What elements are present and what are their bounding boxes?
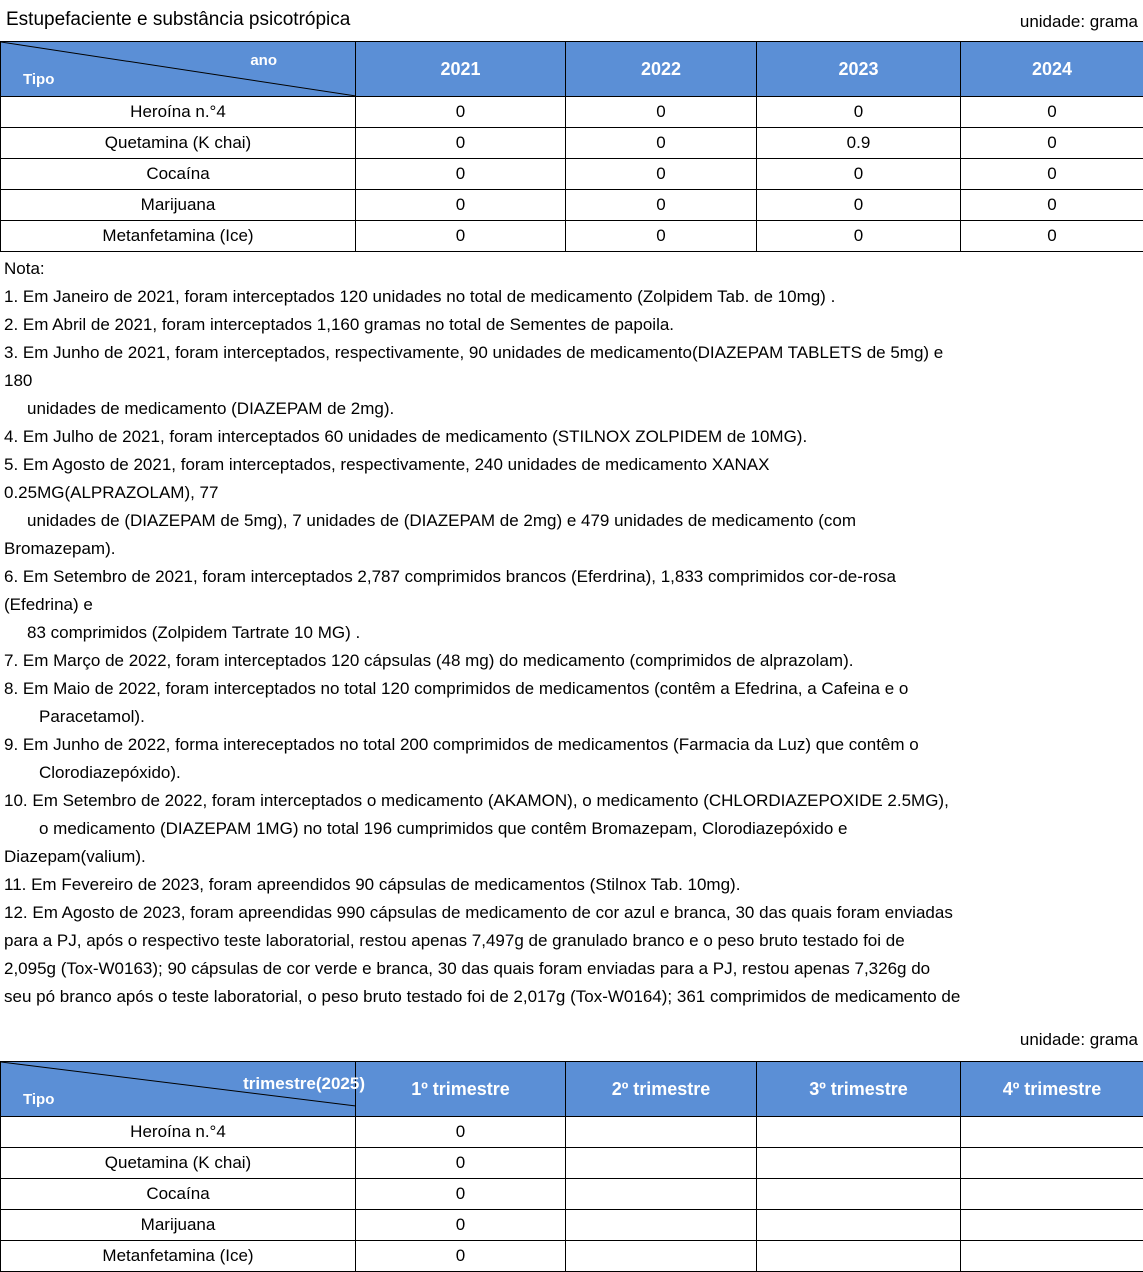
row-type: Metanfetamina (Ice) bbox=[1, 1241, 356, 1272]
note-line: 180 bbox=[4, 371, 33, 390]
table-row bbox=[1, 1179, 1143, 1210]
annual-header-row bbox=[1, 42, 1143, 97]
table-cell: 0 bbox=[356, 1241, 566, 1272]
note-line: 12. Em Agosto de 2023, foram apreendidas 990 cápsulas de medicamento de cor azul e branca, 30 das quais foram enviadas bbox=[4, 903, 953, 922]
note-line: Clorodiazepóxido). bbox=[39, 763, 181, 782]
table-cell: 0 bbox=[356, 1210, 566, 1241]
row-type: Marijuana bbox=[1, 1210, 356, 1241]
note-line: unidades de medicamento (DIAZEPAM de 2mg). bbox=[27, 399, 395, 418]
table-cell: 0 bbox=[757, 159, 961, 190]
note-line: para a PJ, após o respectivo teste laboratorial, restou apenas 7,497g de granulado branco e o peso bruto testado foi de bbox=[4, 931, 905, 950]
note-line: seu pó branco após o teste laboratorial, o peso bruto testado foi de 2,017g (Tox-W0164); 361 comprimidos de medicamento de bbox=[4, 987, 961, 1006]
table-cell: 0 bbox=[566, 128, 757, 159]
corner-label-year: ano bbox=[250, 52, 277, 69]
table-cell: 0 bbox=[566, 97, 757, 128]
note-line: 2,095g (Tox-W0163); 90 cápsulas de cor verde e branca, 30 das quais foram enviadas para a PJ, restou apenas 7,326g do bbox=[4, 959, 931, 978]
table-cell bbox=[757, 1117, 961, 1148]
table-row bbox=[1, 221, 1143, 252]
table-cell: 0 bbox=[566, 190, 757, 221]
table-cell: 0 bbox=[961, 159, 1143, 190]
table-cell bbox=[757, 1179, 961, 1210]
note-line: 3. Em Junho de 2021, foram interceptados, respectivamente, 90 unidades de medicamento(DIAZEPAM TABLETS de 5mg) e bbox=[4, 343, 944, 362]
note-line: 4. Em Julho de 2021, foram interceptados 60 unidades de medicamento (STILNOX ZOLPIDEM de 10MG). bbox=[4, 427, 808, 446]
table-row bbox=[1, 128, 1143, 159]
note-line: 1. Em Janeiro de 2021, foram interceptados 120 unidades no total de medicamento (Zolpidem Tab. de 10mg) . bbox=[4, 287, 836, 306]
table-cell: 0 bbox=[961, 97, 1143, 128]
annual-table bbox=[0, 41, 1143, 252]
note-line: 5. Em Agosto de 2021, foram interceptados, respectivamente, 240 unidades de medicamento XANAX bbox=[4, 455, 770, 474]
column-header: 1º trimestre bbox=[356, 1062, 566, 1117]
row-type: Heroína n.°4 bbox=[1, 1117, 356, 1148]
table-cell: 0 bbox=[757, 97, 961, 128]
table-row bbox=[1, 1210, 1143, 1241]
column-header: 4º trimestre bbox=[961, 1062, 1143, 1117]
table-cell: 0 bbox=[356, 97, 566, 128]
table-cell bbox=[757, 1241, 961, 1272]
column-header: 2024 bbox=[961, 42, 1143, 97]
note-line: Bromazepam). bbox=[4, 539, 116, 558]
corner-label-type: Tipo bbox=[23, 71, 55, 88]
table-row bbox=[1, 190, 1143, 221]
note-line: 9. Em Junho de 2022, forma intereceptados no total 200 comprimidos de medicamentos (Farmacia da Luz) que contêm o bbox=[4, 735, 919, 754]
table-cell: 0 bbox=[356, 190, 566, 221]
table-cell: 0 bbox=[757, 221, 961, 252]
row-type: Heroína n.°4 bbox=[1, 97, 356, 128]
note-line: (Efedrina) e bbox=[4, 595, 93, 614]
table-row bbox=[1, 1241, 1143, 1272]
table-cell: 0 bbox=[961, 190, 1143, 221]
table-cell: 0 bbox=[356, 128, 566, 159]
quarter-header-row bbox=[1, 1062, 1143, 1117]
note-line: 10. Em Setembro de 2022, foram interceptados o medicamento (AKAMON), o medicamento (CHLORDIAZEPOXIDE 2.5MG), bbox=[4, 791, 949, 810]
quarter-corner-cell bbox=[1, 1062, 365, 1117]
table-row bbox=[1, 1117, 1143, 1148]
row-type: Cocaína bbox=[1, 159, 356, 190]
note-line: 8. Em Maio de 2022, foram interceptados no total 120 comprimidos de medicamentos (contêm a Efedrina, a Cafeina e o bbox=[4, 679, 909, 698]
table-cell bbox=[961, 1241, 1143, 1272]
table-cell: 0 bbox=[961, 221, 1143, 252]
note-line: 6. Em Setembro de 2021, foram interceptados 2,787 comprimidos brancos (Eferdrina), 1,833 comprimidos cor-de-rosa bbox=[4, 567, 896, 586]
table-cell: 0 bbox=[757, 190, 961, 221]
note-line: Paracetamol). bbox=[39, 707, 145, 726]
note-line: 7. Em Março de 2022, foram interceptados 120 cápsulas (48 mg) do medicamento (comprimidos de alprazolam). bbox=[4, 651, 854, 670]
notes-heading: Nota: bbox=[4, 259, 45, 278]
row-type: Cocaína bbox=[1, 1179, 356, 1210]
row-type: Metanfetamina (Ice) bbox=[1, 221, 356, 252]
table-cell bbox=[961, 1148, 1143, 1179]
column-header: 2023 bbox=[757, 42, 961, 97]
note-line: o medicamento (DIAZEPAM 1MG) no total 196 cumprimidos que contêm Bromazepam, Clorodiazepóxido e bbox=[39, 819, 848, 838]
table-cell: 0 bbox=[356, 1117, 566, 1148]
unit-label-quarter: unidade: grama bbox=[1019, 1030, 1138, 1049]
row-type: Quetamina (K chai) bbox=[1, 1148, 356, 1179]
table-cell bbox=[566, 1210, 757, 1241]
row-type: Quetamina (K chai) bbox=[1, 128, 356, 159]
note-line: 0.25MG(ALPRAZOLAM), 77 bbox=[4, 483, 219, 502]
table-cell: 0 bbox=[566, 221, 757, 252]
corner-label-type: Tipo bbox=[23, 1091, 55, 1108]
table-cell bbox=[961, 1179, 1143, 1210]
column-header: 2021 bbox=[356, 42, 566, 97]
table-cell bbox=[961, 1210, 1143, 1241]
note-line: 11. Em Fevereiro de 2023, foram apreendidos 90 cápsulas de medicamentos (Stilnox Tab. 10mg). bbox=[4, 875, 741, 894]
table-cell: 0 bbox=[961, 128, 1143, 159]
table-cell bbox=[566, 1179, 757, 1210]
table-row bbox=[1, 97, 1143, 128]
column-header: 2022 bbox=[566, 42, 757, 97]
table-cell bbox=[566, 1117, 757, 1148]
table-cell bbox=[961, 1117, 1143, 1148]
row-type: Marijuana bbox=[1, 190, 356, 221]
table-cell: 0 bbox=[566, 159, 757, 190]
table-cell bbox=[757, 1148, 961, 1179]
table-cell bbox=[566, 1241, 757, 1272]
table-row bbox=[1, 159, 1143, 190]
page-title: Estupefaciente e substância psicotrópica bbox=[6, 9, 351, 30]
corner-label-quarter: trimestre(2025) bbox=[243, 1074, 365, 1093]
table-cell: 0.9 bbox=[757, 128, 961, 159]
note-line: 83 comprimidos (Zolpidem Tartrate 10 MG) . bbox=[27, 623, 361, 642]
table-cell: 0 bbox=[356, 159, 566, 190]
note-line: 2. Em Abril de 2021, foram interceptados 1,160 gramas no total de Sementes de papoila. bbox=[4, 315, 675, 334]
title-bar bbox=[0, 0, 1143, 40]
table-row bbox=[1, 1148, 1143, 1179]
annual-corner-cell bbox=[1, 42, 356, 97]
table-cell bbox=[757, 1210, 961, 1241]
note-line: Diazepam(valium). bbox=[4, 847, 146, 866]
table-cell bbox=[566, 1148, 757, 1179]
table-cell: 0 bbox=[356, 1179, 566, 1210]
table-cell: 0 bbox=[356, 221, 566, 252]
column-header: 3º trimestre bbox=[757, 1062, 961, 1117]
note-line: unidades de (DIAZEPAM de 5mg), 7 unidades de (DIAZEPAM de 2mg) e 479 unidades de medicamento (com bbox=[27, 511, 857, 530]
unit-label: unidade: grama bbox=[1019, 12, 1138, 31]
table-cell: 0 bbox=[356, 1148, 566, 1179]
quarter-table bbox=[0, 1061, 1143, 1272]
notes-section bbox=[0, 255, 1143, 1015]
column-header: 2º trimestre bbox=[566, 1062, 757, 1117]
